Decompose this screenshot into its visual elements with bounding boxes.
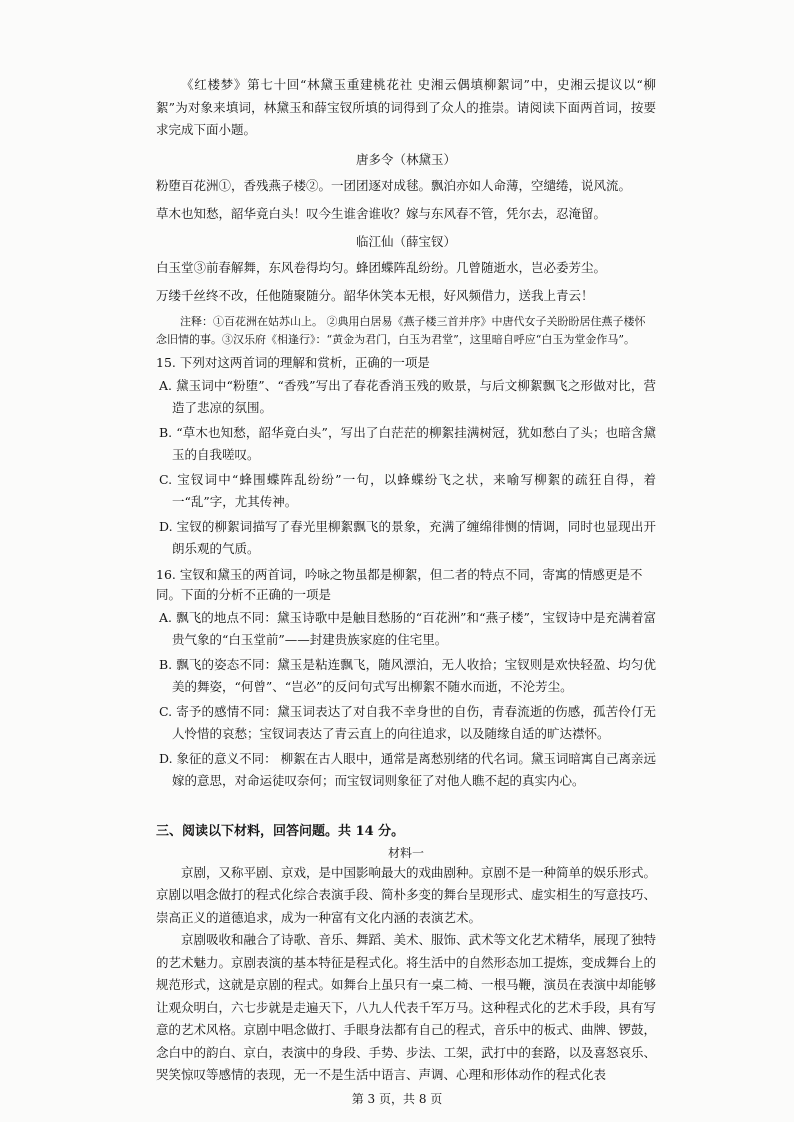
poem1-title: 唐多令（林黛玉） (355, 151, 456, 167)
question-16-stem: 16. 宝钗和黛玉的两首词，吟咏之物虽都是柳絮，但二者的特点不同，寄寓的情感更是不同。下面的分析不正确的一项是 (156, 566, 643, 602)
page-content (156, 74, 656, 1087)
poem2-line-1: 白玉堂③前春解舞，东风卷得均匀。蜂团蝶阵乱纷纷。几曾随逝水，岂必委芳尘。 (156, 259, 607, 275)
intro-paragraph: 《红楼梦》第七十回“林黛玉重建桃花社 史湘云偶填柳絮词”中，史湘云提议以“柳絮”为对象来填词，林黛玉和薛宝钗所填的词得到了众人的推崇。请阅读下面两首词，按要求完成下面小题。 (156, 77, 656, 137)
question-15-option-b: B. “草木也知愁，韶华竟白头”，写出了白茫茫的柳絮挂满树冠，犹如愁白了头；也暗含黛玉的自我嗟叹。 (159, 424, 656, 462)
material-1-paragraph-1: 京剧，又称平剧、京戏，是中国影响最大的戏曲剧种。京剧不是一种简单的娱乐形式。京剧以唱念做打的程式化综合表演手段、简朴多变的舞台呈现形式、虚实相生的写意技巧、崇高正义的道德追求，成为一种富有文化内涵的表演艺术。 (156, 864, 657, 925)
poem1-line-2: 草木也知愁，韶华竟白头！叹今生谁舍谁收？嫁与东风春不管，凭尔去，忍淹留。 (156, 205, 607, 221)
question-15-option-a: A. 黛玉词中“粉堕”、“香残”写出了春花香消玉残的败景，与后文柳絮飘飞之形做对比，营造了悲凉的氛围。 (159, 377, 656, 415)
question-15-stem: 15. 下列对这两首词的理解和赏析，正确的一项是 (156, 354, 430, 370)
annotation-note: 注释：①百花洲在姑苏山上。 ②典用白居易《燕子楼三首并序》中唐代女子关盼盼居住燕子楼怀念旧情的事。③汉乐府《相逢行》：“黄金为君门，白玉为君堂”，这里暗自呼应“白玉为堂金作马”。 (156, 314, 646, 346)
question-16-option-a: A. 飘飞的地点不同：黛玉诗歌中是触目愁肠的“百花洲”和“燕子楼”，宝钗诗中是充满着富贵气象的“白玉堂前”——封建贵族家庭的住宅里。 (159, 609, 656, 647)
question-15-option-d: D. 宝钗的柳絮词描写了春光里柳絮飘飞的景象，充满了缠绵徘恻的情调，同时也显现出开朗乐观的气质。 (159, 518, 656, 556)
question-16-option-b: B. 飘飞的姿态不同：黛玉是粘连飘飞，随风漂泊，无人收拾；宝钗则是欢快轻盈、均匀优美的舞姿，“何曾”、“岂必”的反问句式写出柳絮不随水而逝，不沦芳尘。 (159, 656, 656, 694)
poem1-line-1: 粉堕百花洲①，香残燕子楼②。一团团逐对成毬。飘泊亦如人命薄，空缱绻，说风流。 (156, 177, 632, 193)
poem2-line-2: 万缕千丝终不改，任他随聚随分。韶华休笑本无根，好风频借力，送我上青云！ (156, 287, 594, 303)
page-number-footer: 第 3 页，共 8 页 (351, 1092, 443, 1106)
poem2-title: 临江仙（薛宝钗） (355, 233, 456, 249)
material-1-title: 材料一 (387, 845, 424, 860)
question-16-option-c: C. 寄予的感情不同：黛玉词表达了对自我不幸身世的自伤，青春流逝的伤感，孤苦伶仃无人怜惜的哀愁；宝钗词表达了青云直上的向往追求，以及随缘自适的旷达襟怀。 (159, 703, 656, 741)
question-16-option-d: D. 象征的意义不同： 柳絮在古人眼中，通常是离愁别绪的代名词。黛玉词暗寓自己离亲远嫁的意思，对命运徒叹奈何；而宝钗词则象征了对他人瞧不起的真实内心。 (159, 750, 656, 788)
material-1-paragraph-2: 京剧吸收和融合了诗歌、音乐、舞蹈、美术、服饰、武术等文化艺术精华，展现了独特的艺术魅力。京剧表演的基本特征是程式化。将生活中的自然形态加工提炼，变成舞台上的规范形式，这就是京剧的程式。如舞台上虽只有一桌二椅、一根马鞭，演员在表演中却能够让观众明白，六七步就是走遍天下，八九人代表千军万马。这种程式化的艺术手段，具有写意的艺术风格。京剧中唱念做打、手眼身法都有自己的程式，音乐中的板式、曲牌、锣鼓，念白中的韵白、京白，表演中的身段、手势、步法、工架，武打中的套路，以及喜怒哀乐、哭笑惊叹等感情的表现，无一不是生活中语言、声调、心理和形体动作的程式化表 (156, 932, 657, 1082)
question-15-option-c: C. 宝钗词中“蜂围蝶阵乱纷纷”一句，以蜂蝶纷飞之状，来喻写柳絮的疏狂自得，着一“乱”字，尤其传神。 (159, 471, 656, 509)
section-3-title: 三、阅读以下材料，回答问题。共 14 分。 (156, 823, 405, 839)
